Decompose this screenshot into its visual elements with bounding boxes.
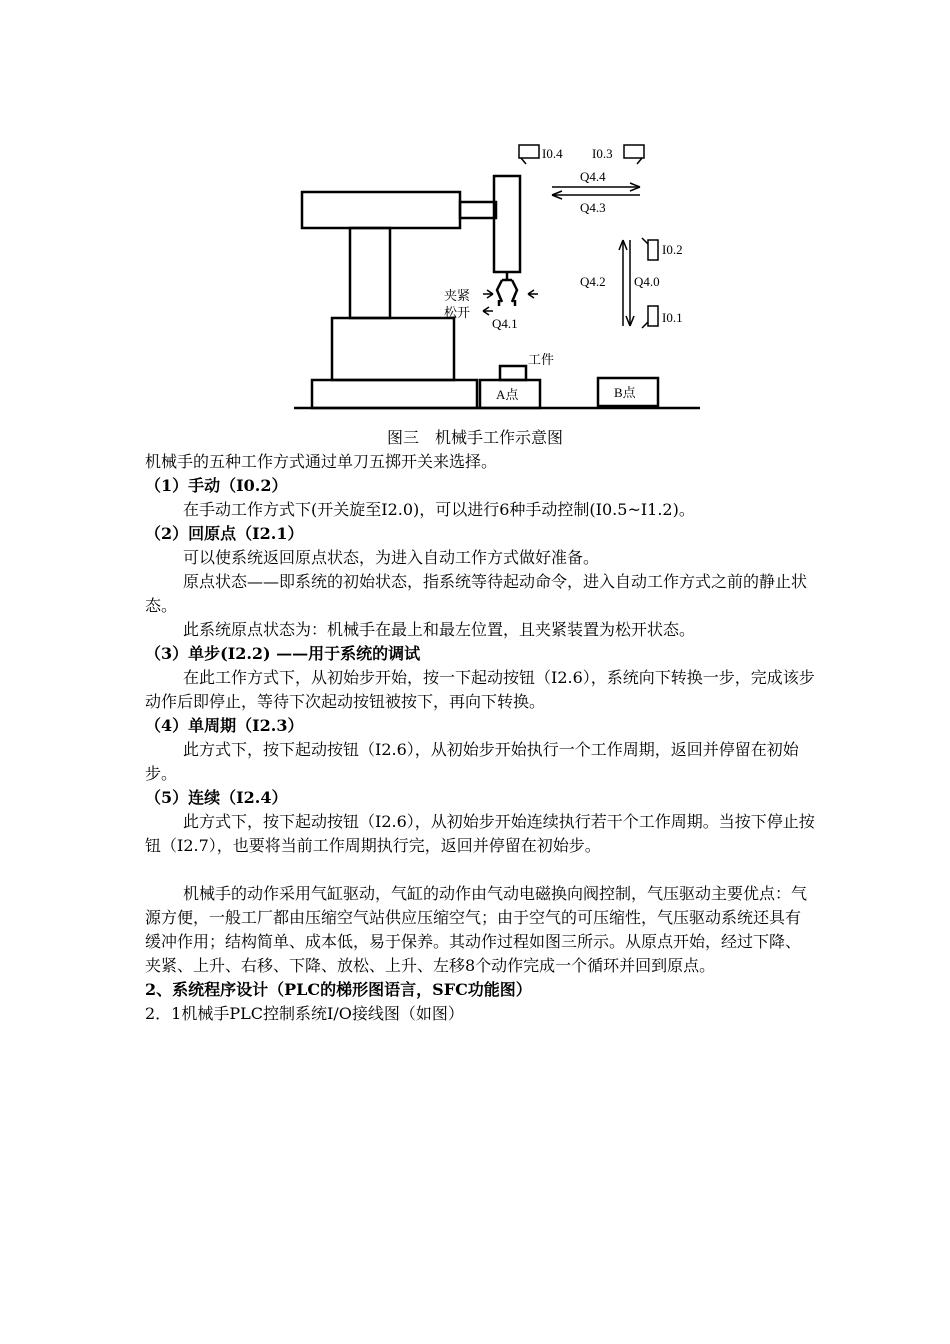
limit-switch-i04-icon [519,145,539,158]
mode-5-paragraph: 此方式下，按下起动按钮（I2.6），从初始步开始连续执行若干个工作周期。当按下停止按钮（I2.7），也要将当前工作周期执行完，返回并停留在初始步。 [145,812,815,855]
mode-2-paragraph-3: 此系统原点状态为：机械手在最上和最左位置，且夹紧装置为松开状态。 [183,620,696,639]
label-q44: Q4.4 [580,169,606,184]
spacer [145,858,815,882]
mode-2-heading: （2）回原点（I2.1） [145,524,304,543]
vertical-slider [494,176,520,272]
workpiece [500,366,526,380]
clamp-arrow-left-icon [483,290,493,298]
figure-caption: 图三 机械手工作示意图 [386,428,563,447]
robot-base [312,380,477,408]
label-i04: I0.4 [542,146,563,161]
mode-4-heading: （4）单周期（I2.3） [145,716,304,735]
label-point-b: B点 [614,385,636,400]
section-2-1-heading: 2．1机械手PLC控制系统I/O接线图（如图） [145,1004,464,1023]
section-2-heading: 2、系统程序设计（PLC的梯形图语言，SFC功能图） [145,980,532,999]
label-i02: I0.2 [662,242,683,257]
label-clamp: 夹紧 [444,288,471,303]
label-workpiece: 工件 [528,352,555,367]
limit-switch-i03-icon [624,145,644,158]
label-point-a: A点 [496,387,519,402]
mode-1-paragraph: 在手动工作方式下(开关旋至I2.0)，可以进行6种手动控制(I0.5~I1.2)。 [183,500,695,519]
robot-arm [302,192,460,228]
arm-extension [460,202,496,218]
mode-5-heading: （5）连续（I2.4） [145,788,288,807]
label-q41: Q4.1 [492,316,518,331]
mode-3-heading: （3）单步(I2.2) ——用于系统的调试 [145,644,421,663]
clamp-arrow-right-icon [528,290,538,298]
robot-pedestal [332,318,454,380]
label-i03: I0.3 [592,146,613,161]
label-q43: Q4.3 [580,200,606,215]
mode-4-paragraph: 此方式下，按下起动按钮（I2.6），从初始步开始执行一个工作周期，返回并停留在初始步。 [145,740,799,783]
label-i01: I0.1 [662,310,683,325]
label-release: 松开 [444,305,471,320]
limit-switch-i01-icon [648,306,658,326]
mode-3-paragraph: 在此工作方式下，从初始步开始，按一下起动按钮（I2.6），系统向下转换一步，完成该步动作后即停止，等待下次起动按钮被按下，再向下转换。 [145,668,815,711]
label-q40: Q4.0 [634,274,660,289]
mode-1-heading: （1）手动（I0.2） [145,476,288,495]
manipulator-diagram [290,140,710,415]
robot-column [350,228,390,318]
mode-2-paragraph-2: 原点状态——即系统的初始状态，指系统等待起动命令，进入自动工作方式之前的静止状态。 [145,572,808,615]
label-q42: Q4.2 [580,274,606,289]
limit-switch-i02-icon [648,240,658,260]
gripper [497,280,517,306]
mode-2-paragraph-1: 可以使系统返回原点状态，为进入自动工作方式做好准备。 [183,548,600,567]
document-body [145,450,815,1026]
release-arrow-left-icon [483,307,493,315]
drive-paragraph: 机械手的动作采用气缸驱动，气缸的动作由气动电磁换向阀控制，气压驱动主要优点：气源方便，一般工厂都由压缩空气站供应压缩空气；由于空气的可压缩性，气压驱动系统还具有缓冲作用；结构简单、成本低，易于保养。其动作过程如图三所示。从原点开始，经过下降、夹紧、上升、右移、下降、放松、上升、左移8个动作完成一个循环并回到原点。 [145,884,808,975]
intro-paragraph: 机械手的五种工作方式通过单刀五掷开关来选择。 [145,452,498,471]
